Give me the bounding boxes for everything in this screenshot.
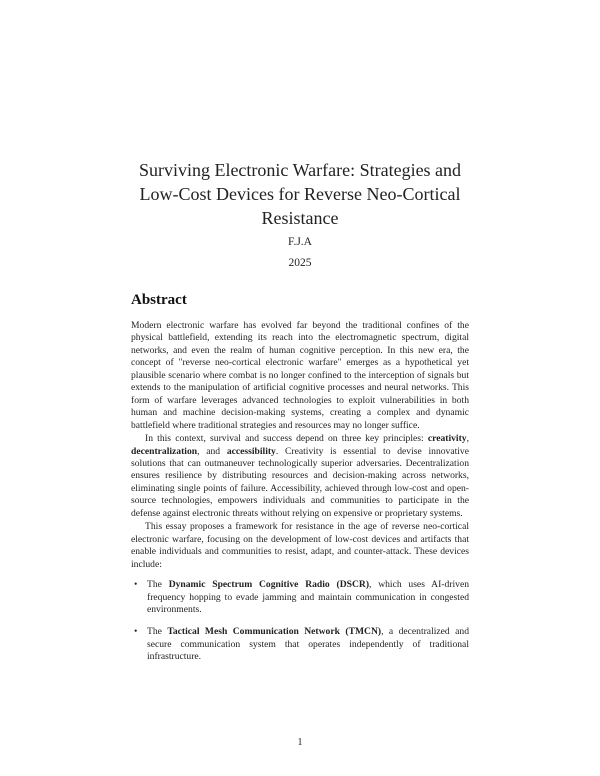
device-description: , which uses AI-driven frequency hopping to evade jamming and maintain communication in congested environments. [147,579,469,615]
keyword-decentralization: decentralization [131,445,198,457]
keyword-creativity: creativity [427,433,467,445]
abstract-paragraph-2 [131,433,469,520]
abstract-heading: Abstract [131,292,187,308]
device-prefix: The [147,626,168,638]
page-number: 1 [297,737,303,748]
device-name: Dynamic Spectrum Cognitive Radio (DSCR) [168,579,370,591]
bullet-icon: • [134,626,138,638]
paragraph-2-separator: , and [197,445,227,457]
paragraph-2-separator: , [466,433,469,445]
paragraph-2-intro: In this context, survival and success depend on three key principles: [145,433,428,445]
abstract-paragraph-1: Modern electronic warfare has evolved far beyond the traditional confines of the physical battlefield, extending its reach into the electromagnetic spectrum, digital networks, and even the realm of human cognitive perception. In this new era, the concept of "reverse neo-cortical electronic warfare" emerges as a hypothetical yet plausible scenario where combat is no longer confined to the interception of signals but extends to the manipulation of artificial cognitive processes and neural networks. This form of warfare leverages advanced technologies to exploit vulnerabilities in both human and machine decision-making systems, creating a complex and dynamic battlefield where traditional strategies and resources may no longer suffice. [131,320,469,431]
device-list-item [131,626,469,663]
device-prefix: The [147,579,169,591]
abstract-paragraph-3: This essay proposes a framework for resistance in the age of reverse neo-cortical electronic warfare, focusing on the development of low-cost devices and artifacts that enable individuals and communities to resist, adapt, and counter-attack. These devices include: [131,521,469,570]
abstract-body [131,320,469,674]
device-name: Tactical Mesh Communication Network (TMCN) [167,626,382,638]
publication-year: 2025 [288,257,312,269]
paper-title: Surviving Electronic Warfare: Strategies and Low-Cost Devices for Reverse Neo-Cortical Resistance [138,160,462,228]
bullet-icon: • [134,579,138,591]
device-list [131,579,469,664]
keyword-accessibility: accessibility [226,445,276,457]
device-description: , a decentralized and secure communication system that operates independently of traditional infrastructure. [147,626,469,663]
device-list-item [131,579,469,616]
paragraph-2-rest: . Creativity is essential to devise innovative solutions that can outmaneuver technologically superior adversaries. Decentralization ensures resilience by distributing resources and decision-making across networks, eliminating single points of failure. Accessibility, achieved through low-cost and open-source technologies, empowers individuals and communities to participate in the defense against electronic threats without relying on expensive or proprietary systems. [131,445,469,519]
author-name: F.J.A [287,236,312,248]
